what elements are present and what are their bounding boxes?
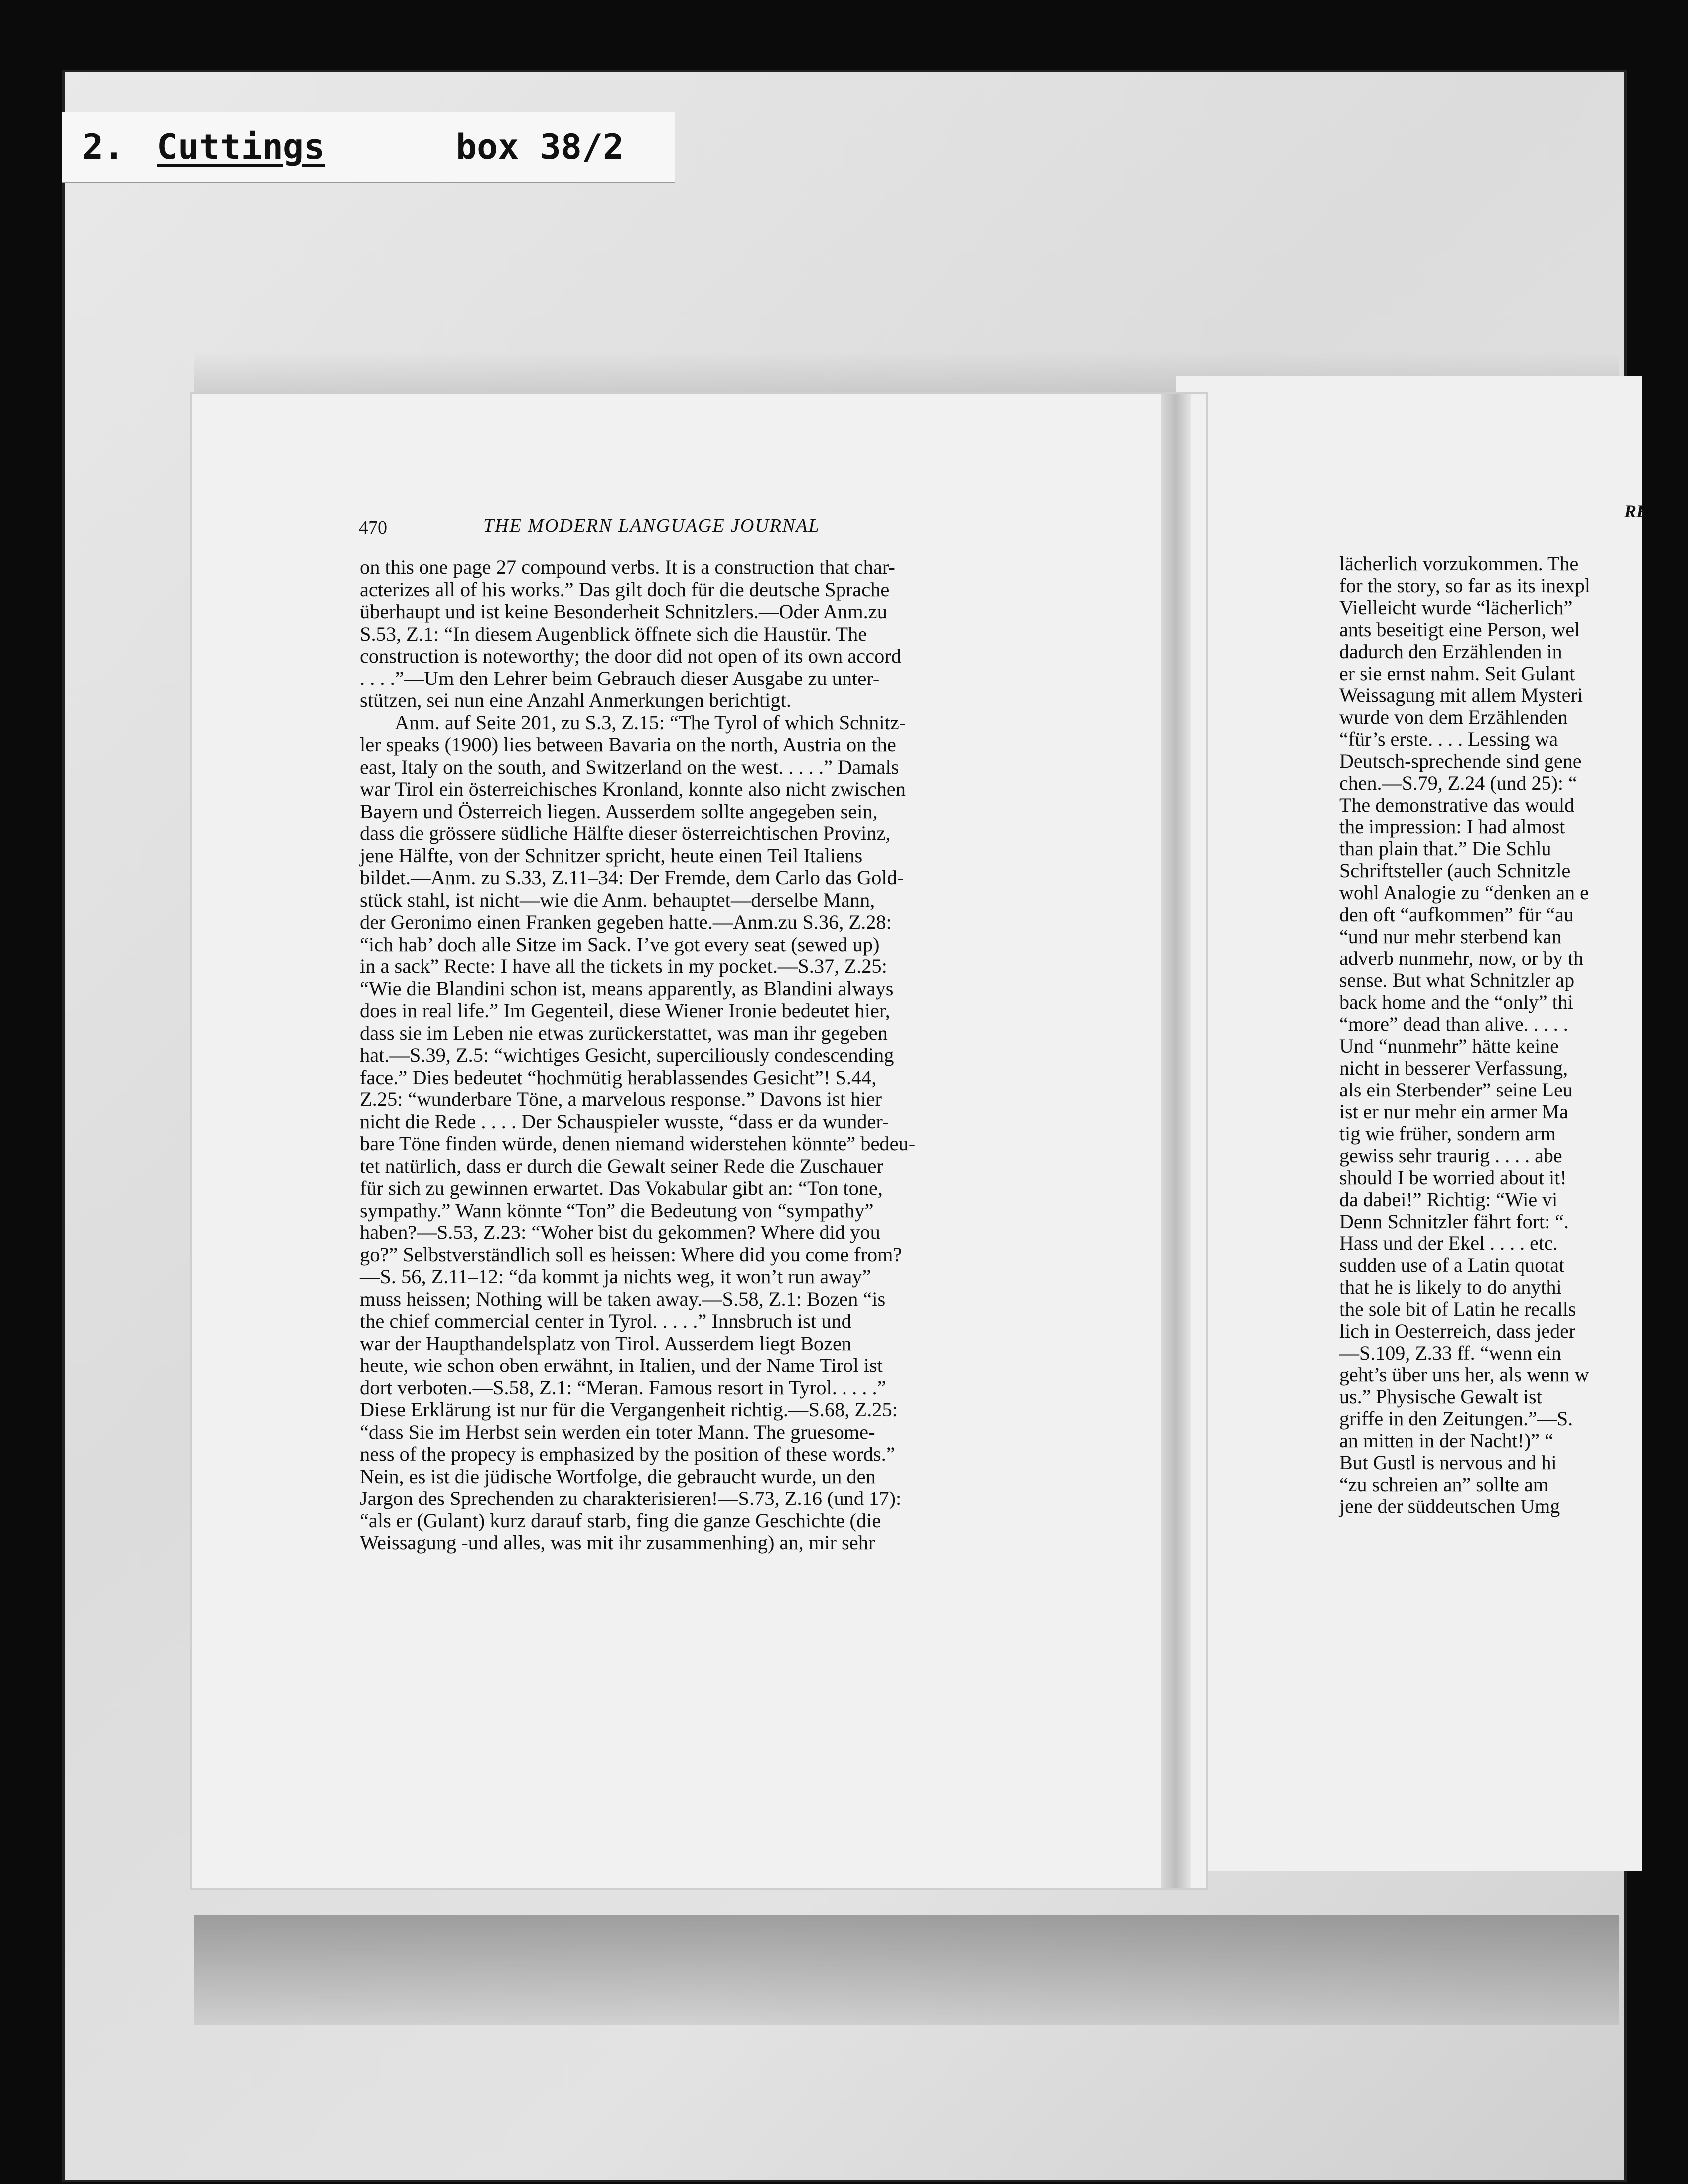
right-text-line: wohl Analogie zu “denken an e bbox=[1339, 881, 1589, 904]
right-text-line: “more” dead than alive. . . . . bbox=[1339, 1013, 1568, 1035]
right-text-line: jene der süddeutschen Umg bbox=[1339, 1495, 1560, 1517]
right-text-line: for the story, so far as its inexpl bbox=[1339, 574, 1590, 597]
right-text-line: griffe in den Zeitungen.”—S. bbox=[1339, 1407, 1573, 1430]
right-text-line: the impression: I had almost bbox=[1339, 816, 1565, 838]
right-text-line: The demonstrative das would bbox=[1339, 794, 1575, 816]
left-text-line: haben?—S.53, Z.23: “Woher bist du gekommen? Where did you bbox=[360, 1221, 880, 1243]
left-text-line: Bayern und Österreich liegen. Ausserdem sollte angegeben sein, bbox=[360, 800, 878, 822]
left-text-line: bare Töne finden würde, denen niemand widerstehen könnte” bedeu- bbox=[360, 1132, 916, 1155]
left-text-line: “als er (Gulant) kurz darauf starb, fing die ganze Geschichte (die bbox=[360, 1509, 881, 1532]
left-text-line: stück stahl, ist nicht—wie die Anm. behauptet—derselbe Mann, bbox=[360, 888, 875, 911]
left-text-line: . . . .”—Um den Lehrer beim Gebrauch dieser Ausgabe zu unter- bbox=[360, 667, 880, 689]
right-text-line: —S.109, Z.33 ff. “wenn ein bbox=[1339, 1342, 1561, 1364]
label-box-number: box 38/2 bbox=[456, 127, 624, 167]
right-text-line: ants beseitigt eine Person, wel bbox=[1339, 618, 1580, 641]
left-text-line: in a sack” Recte: I have all the tickets in my pocket.—S.37, Z.25: bbox=[360, 955, 887, 977]
left-text-line: face.” Dies bedeutet “hochmütig herablassendes Gesicht”! S.44, bbox=[360, 1066, 877, 1089]
left-text-line: Jargon des Sprechenden zu charakterisieren!—S.73, Z.16 (und 17): bbox=[360, 1487, 902, 1509]
left-text-line: hat.—S.39, Z.5: “wichtiges Gesicht, superciliously condescending bbox=[360, 1044, 894, 1066]
left-page-body bbox=[360, 556, 1027, 1554]
right-text-line: chen.—S.79, Z.24 (und 25): “ bbox=[1339, 772, 1577, 794]
page-fold bbox=[1161, 394, 1191, 1888]
right-page-body bbox=[1339, 553, 1688, 1517]
right-text-line: da dabei!” Richtig: “Wie vi bbox=[1339, 1188, 1558, 1211]
left-text-line: S.53, Z.1: “In diesem Augenblick öffnete sich die Haustür. The bbox=[360, 622, 867, 645]
right-running-head-fragment: RE bbox=[1624, 501, 1649, 521]
left-text-line: go?” Selbstverständlich soll es heissen: Where did you come from? bbox=[360, 1243, 902, 1266]
left-text-line: sympathy.” Wann könnte “Ton” die Bedeutung von “sympathy” bbox=[360, 1199, 874, 1222]
left-text-line: stützen, sei nun eine Anzahl Anmerkungen berichtigt. bbox=[360, 689, 791, 711]
right-text-line: But Gustl is nervous and hi bbox=[1339, 1451, 1557, 1474]
right-text-line: adverb nunmehr, now, or by th bbox=[1339, 947, 1584, 969]
right-text-line: “zu schreien an” sollte am bbox=[1339, 1473, 1548, 1496]
right-text-line: wurde von dem Erzählenden bbox=[1339, 706, 1568, 728]
left-text-line: nicht die Rede . . . . Der Schauspieler wusste, “dass er da wunder- bbox=[360, 1110, 889, 1133]
right-text-line: tig wie früher, sondern arm bbox=[1339, 1122, 1556, 1145]
right-text-line: ist er nur mehr ein armer Ma bbox=[1339, 1100, 1568, 1123]
right-text-line: should I be worried about it! bbox=[1339, 1166, 1567, 1189]
left-text-line: muss heissen; Nothing will be taken away.—S.58, Z.1: Bozen “is bbox=[360, 1287, 886, 1310]
journal-title: THE MODERN LANGUAGE JOURNAL bbox=[483, 515, 820, 536]
left-text-line: ness of the propecy is emphasized by the position of these words.” bbox=[360, 1443, 895, 1465]
left-text-line: war der Haupthandelsplatz von Tirol. Ausserdem liegt Bozen bbox=[360, 1332, 852, 1355]
right-text-line: than plain that.” Die Schlu bbox=[1339, 837, 1551, 860]
right-text-line: back home and the “only” thi bbox=[1339, 991, 1573, 1013]
shadow-band-bottom bbox=[194, 1915, 1619, 2025]
left-text-line: the chief commercial center in Tyrol. . . . .” Innsbruch ist und bbox=[360, 1310, 851, 1332]
left-text-line: Weissagung -und alles, was mit ihr zusammenhing) an, mir sehr bbox=[360, 1531, 875, 1554]
right-text-line: an mitten in der Nacht!)” “ bbox=[1339, 1429, 1553, 1452]
left-text-line: “ich hab’ doch alle Sitze im Sack. I’ve got every seat (sewed up) bbox=[360, 933, 880, 956]
left-text-line: on this one page 27 compound verbs. It is a construction that char- bbox=[360, 556, 895, 578]
left-text-line: überhaupt und ist keine Besonderheit Schnitzlers.—Oder Anm.zu bbox=[360, 600, 887, 623]
right-text-line: that he is likely to do anythi bbox=[1339, 1276, 1562, 1298]
left-text-line: für sich zu gewinnen erwartet. Das Vokabular gibt an: “Ton tone, bbox=[360, 1177, 883, 1199]
left-text-line: acterizes all of his works.” Das gilt doch für die deutsche Sprache bbox=[360, 578, 890, 601]
right-text-line: Hass und der Ekel . . . . etc. bbox=[1339, 1232, 1558, 1254]
left-text-line: der Geronimo einen Franken gegeben hatte.—Anm.zu S.36, Z.28: bbox=[360, 911, 892, 933]
left-text-line: Z.25: “wunderbare Töne, a marvelous response.” Davons ist hier bbox=[360, 1088, 882, 1110]
right-text-line: the sole bit of Latin he recalls bbox=[1339, 1298, 1576, 1320]
left-text-line: tet natürlich, dass er durch die Gewalt seiner Rede die Zuschauer bbox=[360, 1154, 883, 1177]
right-text-line: lich in Oesterreich, dass jeder bbox=[1339, 1320, 1576, 1342]
left-text-line: dass die grössere südliche Hälfte dieser österreichtischen Provinz, bbox=[360, 822, 891, 844]
right-text-line: Denn Schnitzler fährt fort: “. bbox=[1339, 1210, 1569, 1232]
right-text-line: geht’s über uns her, als wenn w bbox=[1339, 1364, 1589, 1386]
page-number: 470 bbox=[359, 517, 387, 538]
left-text-line: heute, wie schon oben erwähnt, in Italien, und der Name Tirol ist bbox=[360, 1354, 883, 1376]
running-head bbox=[164, 511, 1041, 541]
left-text-line: “dass Sie im Herbst sein werden ein toter Mann. The gruesome- bbox=[360, 1420, 875, 1443]
left-text-line: Anm. auf Seite 201, zu S.3, Z.15: “The Tyrol of which Schnitz- bbox=[395, 711, 906, 734]
right-text-line: den oft “aufkommen” für “au bbox=[1339, 903, 1574, 926]
left-text-line: dort verboten.—S.58, Z.1: “Meran. Famous resort in Tyrol. . . . .” bbox=[360, 1376, 886, 1399]
left-text-line: construction is noteworthy; the door did not open of its own accord bbox=[360, 645, 901, 667]
right-text-line: gewiss sehr traurig . . . . abe bbox=[1339, 1144, 1562, 1167]
left-text-line: bildet.—Anm. zu S.33, Z.11–34: Der Fremde, dem Carlo das Gold- bbox=[360, 866, 904, 889]
right-text-line: Weissagung mit allem Mysteri bbox=[1339, 684, 1583, 706]
right-text-line: “und nur mehr sterbend kan bbox=[1339, 925, 1562, 948]
left-text-line: war Tirol ein österreichisches Kronland, konnte also nicht zwischen bbox=[360, 778, 906, 800]
right-text-line: als ein Sterbender” seine Leu bbox=[1339, 1079, 1573, 1101]
left-text-line: Diese Erklärung ist nur für die Vergangenheit richtig.—S.68, Z.25: bbox=[360, 1398, 898, 1421]
right-text-line: nicht in besserer Verfassung, bbox=[1339, 1057, 1568, 1079]
right-text-line: sudden use of a Latin quotat bbox=[1339, 1254, 1565, 1276]
right-text-line: Vielleicht wurde “lächerlich” bbox=[1339, 596, 1573, 619]
archive-label bbox=[62, 112, 675, 183]
right-text-line: dadurch den Erzählenden in bbox=[1339, 640, 1562, 663]
left-text-line: “Wie die Blandini schon ist, means apparently, as Blandini always bbox=[360, 977, 894, 1000]
right-text-line: sense. But what Schnitzler ap bbox=[1339, 969, 1575, 991]
right-text-line: er sie ernst nahm. Seit Gulant bbox=[1339, 662, 1575, 684]
left-text-line: Nein, es ist die jüdische Wortfolge, die gebraucht wurde, un den bbox=[360, 1465, 876, 1488]
right-text-line: Deutsch-sprechende sind gene bbox=[1339, 750, 1582, 772]
right-text-line: Schriftsteller (auch Schnitzle bbox=[1339, 859, 1571, 882]
right-text-line: us.” Physische Gewalt ist bbox=[1339, 1385, 1542, 1408]
left-text-line: —S. 56, Z.11–12: “da kommt ja nichts weg, it won’t run away” bbox=[360, 1265, 871, 1288]
right-text-line: Und “nunmehr” hätte keine bbox=[1339, 1035, 1559, 1057]
label-category: Cuttings bbox=[157, 127, 325, 167]
right-text-line: “für’s erste. . . . Lessing wa bbox=[1339, 728, 1558, 750]
left-text-line: dass sie im Leben nie etwas zurückerstattet, was man ihr gegeben bbox=[360, 1021, 888, 1044]
left-text-line: jene Hälfte, von der Schnitzer spricht, heute einen Teil Italiens bbox=[360, 844, 863, 867]
left-text-line: ler speaks (1900) lies between Bavaria on the north, Austria on the bbox=[360, 733, 896, 756]
left-text-line: east, Italy on the south, and Switzerland on the west. . . . .” Damals bbox=[360, 755, 899, 778]
right-text-line: lächerlich vorzukommen. The bbox=[1339, 552, 1579, 575]
left-text-line: does in real life.” Im Gegenteil, diese Wiener Ironie bedeutet hier, bbox=[360, 999, 890, 1022]
label-number: 2. bbox=[82, 127, 125, 167]
